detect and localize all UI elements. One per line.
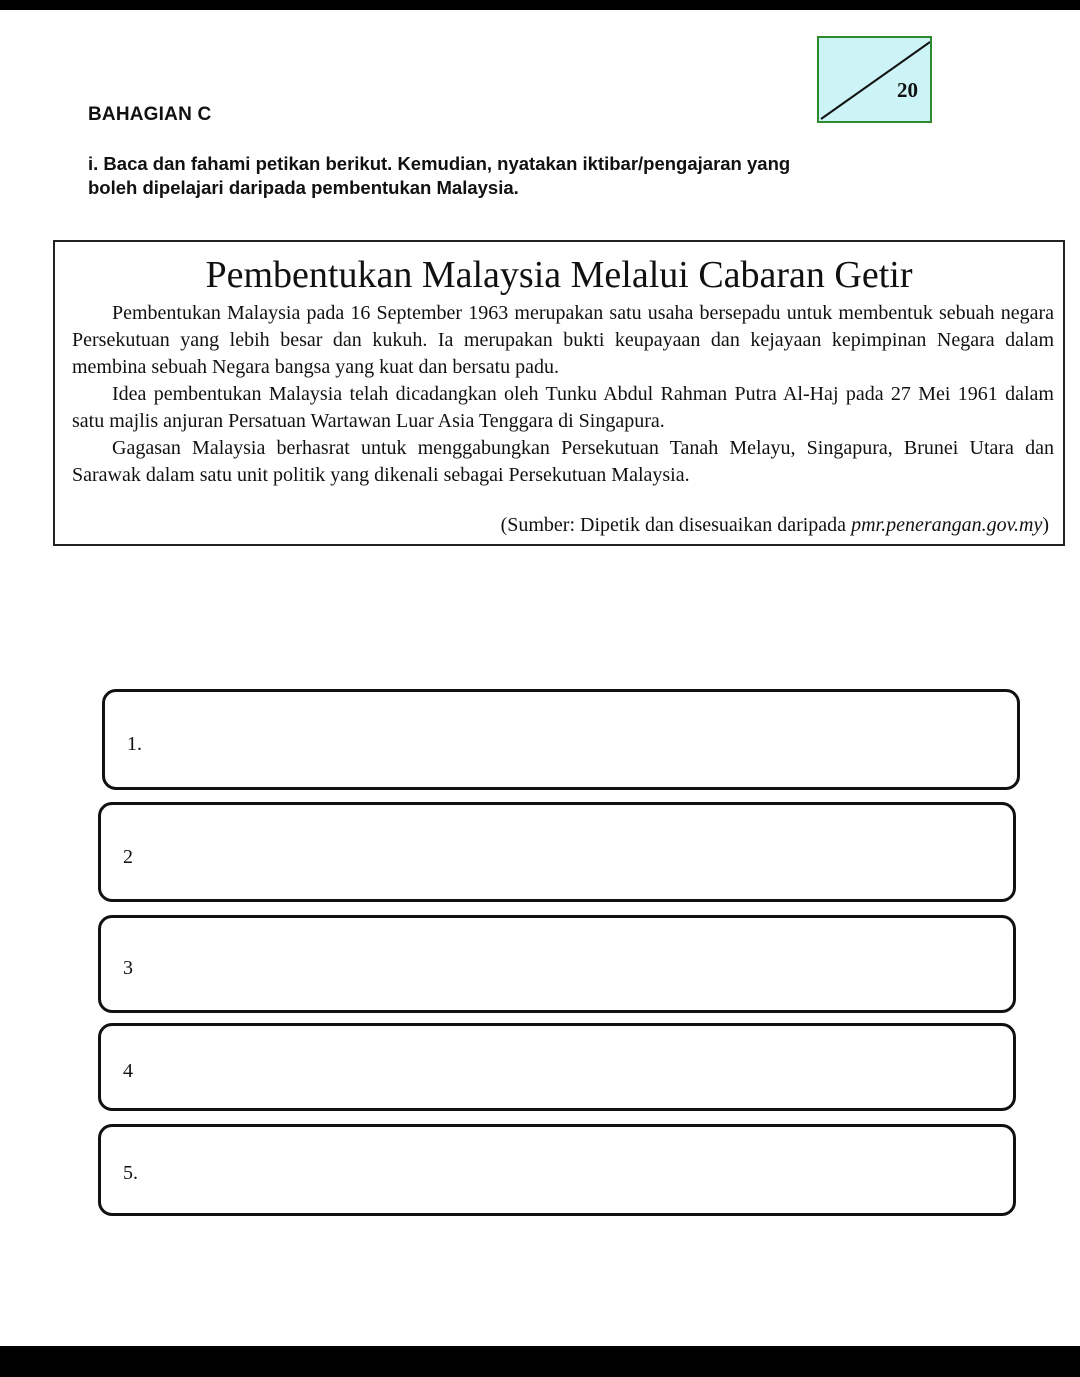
instruction-line-2: boleh dipelajari daripada pembentukan Malaysia. <box>88 177 519 198</box>
answer-box-3[interactable] <box>98 915 1016 1013</box>
source-suffix: ) <box>1042 514 1049 536</box>
passage-paragraph: Idea pembentukan Malaysia telah dicadangkan oleh Tunku Abdul Rahman Putra Al-Haj pada 27 Mei 1961 dalam satu majlis anjuran Persatuan Wartawan Luar Asia Tenggara di Singapura. <box>72 383 1054 432</box>
section-heading: BAHAGIAN C <box>88 104 212 125</box>
source-site: pmr.penerangan.gov.my <box>851 514 1043 536</box>
answer-number: 1. <box>127 733 142 755</box>
answer-box-2[interactable] <box>98 802 1016 902</box>
answer-number: 4 <box>123 1060 133 1082</box>
answer-number: 2 <box>123 846 133 868</box>
question-instruction <box>88 152 918 200</box>
passage-source <box>501 512 1049 538</box>
score-total: 20 <box>897 78 918 102</box>
answer-box-5[interactable] <box>98 1124 1016 1216</box>
passage-paragraph: Pembentukan Malaysia pada 16 September 1963 merupakan satu usaha bersepadu untuk membentuk sebuah negara Persekutuan yang lebih besar dan kukuh. Ia merupakan bukti keupayaan dan kejayaan kepimpinan Negara dalam membina sebuah Negara bangsa yang kuat dan bersatu padu. <box>72 302 1054 378</box>
passage-paragraph: Gagasan Malaysia berhasrat untuk menggabungkan Persekutuan Tanah Melayu, Singapura, Brunei Utara dan Sarawak dalam satu unit politik yang dikenali sebagai Persekutuan Malaysia. <box>72 437 1054 486</box>
answer-number: 5. <box>123 1162 138 1184</box>
source-prefix: (Sumber: Dipetik dan disesuaikan daripada <box>500 514 852 536</box>
answer-box-1[interactable] <box>102 689 1020 790</box>
top-border <box>0 0 1080 10</box>
passage-body <box>72 300 1054 489</box>
score-box <box>817 36 932 123</box>
bottom-border <box>0 1346 1080 1377</box>
passage-box <box>53 240 1065 546</box>
passage-title: Pembentukan Malaysia Melalui Cabaran Getir <box>205 254 913 296</box>
instruction-line-1: i. Baca dan fahami petikan berikut. Kemudian, nyatakan iktibar/pengajaran yang <box>88 153 791 174</box>
answer-box-4[interactable] <box>98 1023 1016 1111</box>
answer-number: 3 <box>123 957 133 979</box>
